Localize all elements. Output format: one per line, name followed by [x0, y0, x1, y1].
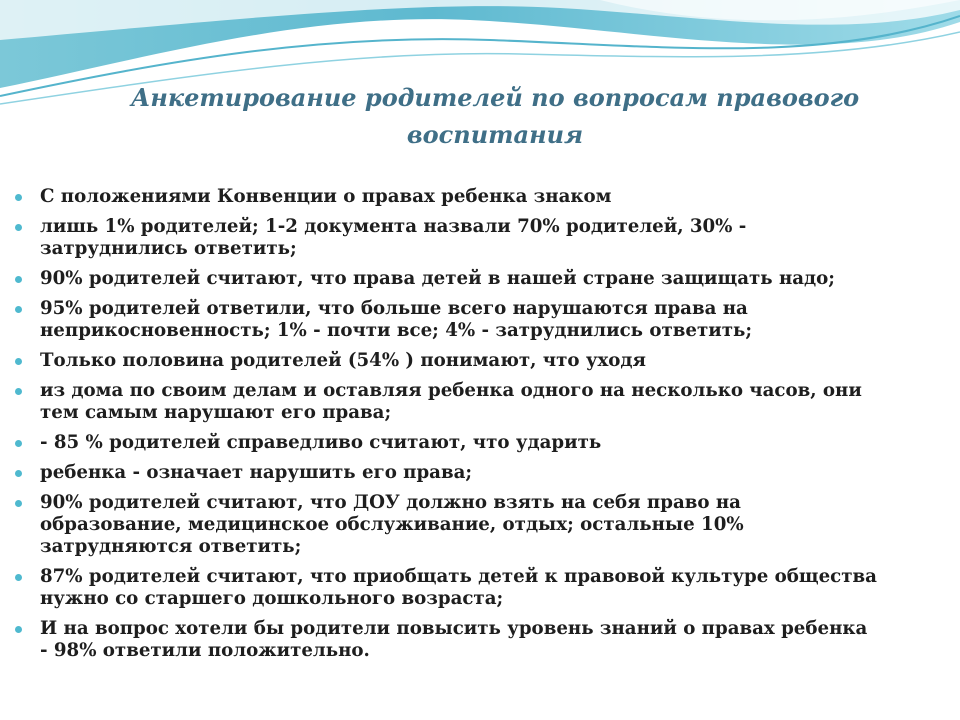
bullet-text: 90% родителей считают, что ДОУ должно взять на себя право на образование, медицинское обслуживание, отдых; остальные 10% затрудняются ответить; [40, 492, 744, 557]
bullet-icon [15, 626, 22, 633]
bullet-icon [15, 574, 22, 581]
list-item [0, 298, 960, 342]
bullet-text: из дома по своим делам и оставляя ребенка одного на несколько часов, они тем самым нарушают его права; [40, 380, 862, 423]
bullet-icon [15, 224, 22, 231]
bullet-icon [15, 388, 22, 395]
bullet-text: 87% родителей считают, что приобщать детей к правовой культуре общества нужно со старшего дошкольного возраста; [40, 566, 877, 609]
bullet-text: Только половина родителей (54% ) понимают, что уходя [40, 350, 646, 371]
bullet-icon [15, 358, 22, 365]
bullet-icon [15, 276, 22, 283]
bullet-text: 90% родителей считают, что права детей в нашей стране защищать надо; [40, 268, 836, 289]
slide-title: Анкетирование родителей по вопросам правового воспитания [130, 83, 860, 149]
list-item [0, 432, 960, 454]
bullet-icon [15, 500, 22, 507]
bullet-text: ребенка - означает нарушить его права; [40, 462, 473, 483]
list-item [0, 492, 960, 558]
bullet-text: 95% родителей ответили, что больше всего нарушаются права на неприкосновенность; 1% - почти все; 4% - затруднились ответить; [40, 298, 753, 341]
bullet-icon [15, 440, 22, 447]
list-item [0, 462, 960, 484]
bullet-icon [15, 470, 22, 477]
list-item [0, 350, 960, 372]
bullet-text: И на вопрос хотели бы родители повысить уровень знаний о правах ребенка - 98% ответили положительно. [40, 618, 868, 661]
bullet-text: лишь 1% родителей; 1-2 документа назвали 70% родителей, 30% - затруднились ответить; [40, 216, 747, 259]
bullet-text: - 85 % родителей справедливо считают, что ударить [40, 432, 602, 453]
list-item [0, 216, 960, 260]
content-area [0, 186, 960, 670]
list-item [0, 268, 960, 290]
list-item [0, 618, 960, 662]
list-item [0, 380, 960, 424]
list-item [0, 566, 960, 610]
bullet-text: С положениями Конвенции о правах ребенка знаком [40, 186, 612, 207]
list-item [0, 186, 960, 208]
bullet-icon [15, 194, 22, 201]
bullet-list [0, 186, 960, 662]
bullet-icon [15, 306, 22, 313]
